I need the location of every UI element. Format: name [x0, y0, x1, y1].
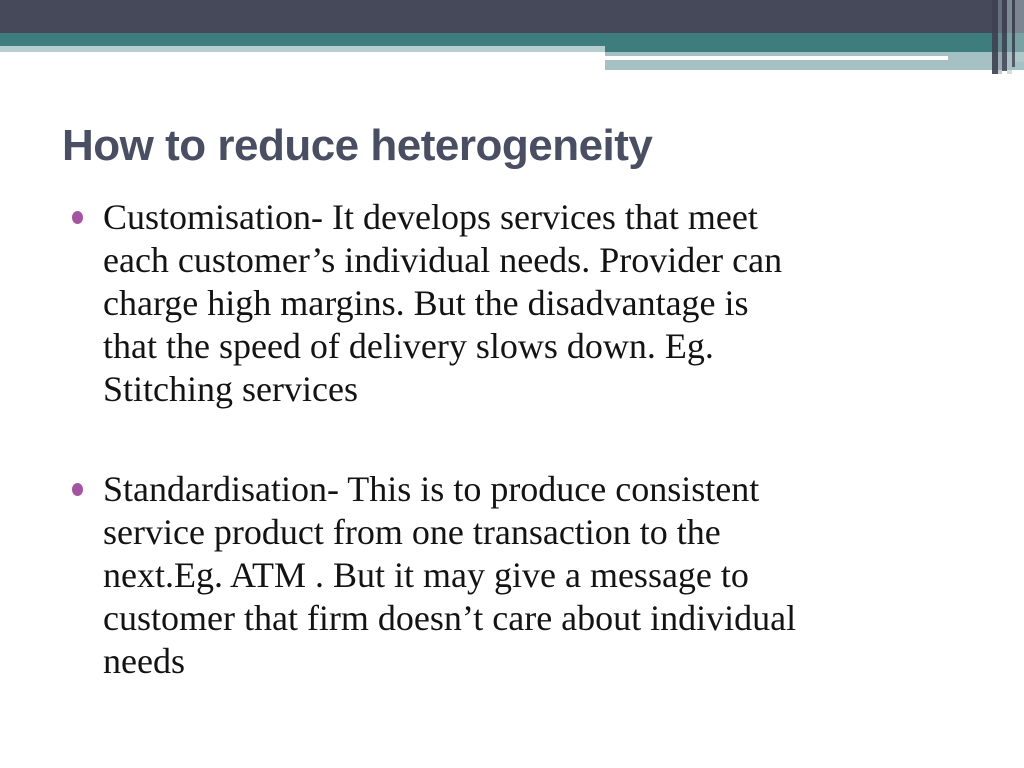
slide-title: How to reduce heterogeneity: [62, 121, 653, 170]
header-vertical-stripes: [992, 0, 1024, 74]
bullet-list: [62, 196, 982, 683]
bullet-line: needs: [103, 641, 185, 681]
header-teal-right-block: [605, 33, 1024, 52]
bullet-item-customisation: [62, 196, 982, 411]
bullet-line: that the speed of delivery slows down. Eg.: [103, 326, 714, 366]
bullet-dot-icon: [72, 483, 83, 496]
bullet-line: customer that firm doesn’t care about individual: [103, 598, 797, 638]
vertical-stripe: [1015, 0, 1024, 62]
bullet-line: next.Eg. ATM . But it may give a message to: [103, 555, 749, 595]
bullet-line: Stitching services: [103, 369, 358, 409]
bullet-text: [103, 196, 982, 411]
header-light-right-block: [605, 52, 1024, 70]
bullet-line: each customer’s individual needs. Provider can: [103, 240, 783, 280]
bullet-line: charge high margins. But the disadvantage is: [103, 283, 749, 323]
bullet-line: Customisation- It develops services that meet: [103, 197, 758, 237]
bullet-line: Standardisation- This is to produce consistent: [103, 469, 760, 509]
bullet-item-standardisation: [62, 468, 982, 683]
bullet-text: [103, 468, 982, 683]
header-decoration: [0, 0, 1024, 90]
header-light-strip-left: [0, 46, 605, 52]
bullet-dot-icon: [72, 211, 83, 224]
bullet-line: service product from one transaction to the: [103, 512, 721, 552]
header-white-stripe: [605, 56, 948, 60]
header-navy-bar: [0, 0, 1024, 33]
